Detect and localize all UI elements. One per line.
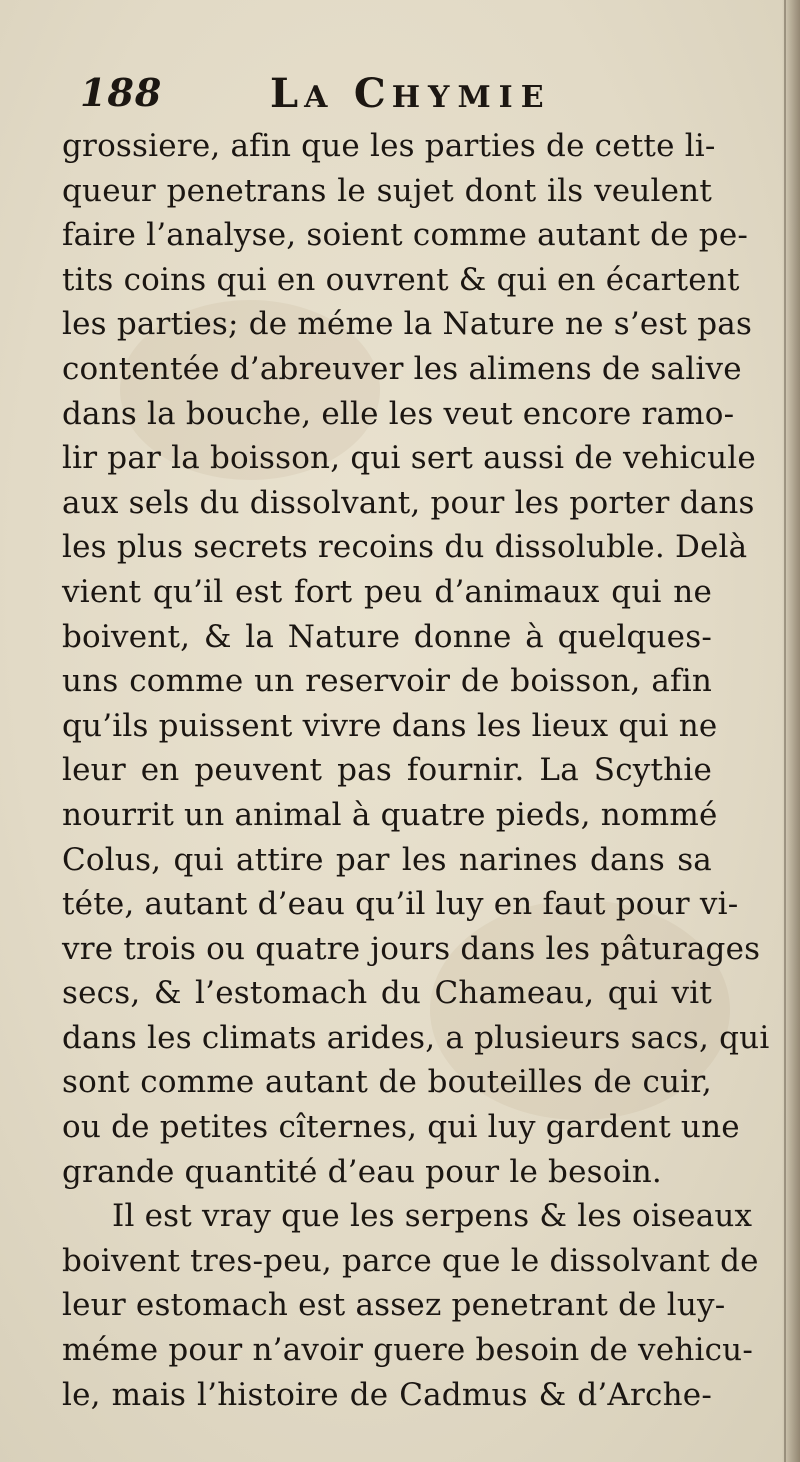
text-line: lir par la boisson, qui sert aussi de vehicule [62, 440, 756, 477]
running-title [270, 70, 552, 117]
text-line: tits coins qui en ouvrent & qui en écartent [62, 261, 740, 298]
text-line: dans les climats arides, a plusieurs sacs, qui [62, 1019, 770, 1056]
title-part: HYMIE [391, 80, 552, 115]
text-line: Colus, qui attire par les narines dans sa [62, 841, 712, 878]
text-line: uns comme un reservoir de boisson, afin [62, 663, 712, 700]
text-block [62, 124, 770, 1417]
text-line: sont comme autant de bouteilles de cuir, [62, 1064, 712, 1101]
text-line: les parties; de méme la Nature ne s’est pas [62, 306, 753, 343]
text-line: ou de petites cîternes, qui luy gardent une [62, 1109, 740, 1146]
text-line: contentée d’abreuver les alimens de salive [62, 350, 742, 387]
text-line: leur en peuvent pas fournir. La Scythie [62, 752, 712, 789]
text-line: dans la bouche, elle les veut encore ramo- [62, 395, 735, 432]
text-line: le, mais l’histoire de Cadmus & d’Arche- [62, 1376, 712, 1413]
text-line: boivent, & la Nature donne à quelques- [62, 618, 712, 655]
text-line: leur estomach est assez penetrant de luy- [62, 1287, 726, 1324]
text-line: faire l’analyse, soient comme autant de pe- [62, 217, 749, 254]
text-line: téte, autant d’eau qu’il luy en faut pour vi- [62, 886, 739, 923]
text-line: grossiere, afin que les parties de cette li- [62, 128, 716, 164]
text-line: les plus secrets recoins du dissoluble. Delà [62, 529, 748, 566]
text-line: vre trois ou quatre jours dans les pâturages [62, 930, 761, 967]
page-edge [784, 0, 786, 1462]
text-line: vient qu’il est fort peu d’animaux qui ne [62, 573, 712, 610]
text-line: méme pour n’avoir guere besoin de vehicu- [62, 1332, 754, 1369]
text-line: secs, & l’estomach du Chameau, qui vit [62, 975, 712, 1012]
title-initial: L [270, 70, 305, 117]
text-line: grande quantité d’eau pour le besoin. [62, 1153, 662, 1190]
text-line: boivent tres-peu, parce que le dissolvant de [62, 1242, 759, 1279]
text-line: nourrit un animal à quatre pieds, nommé [62, 796, 718, 833]
title-part: A [304, 80, 354, 115]
text-line: qu’ils puissent vivre dans les lieux qui ne [62, 707, 718, 744]
page-header [80, 70, 720, 130]
paragraph-start-line: Il est vray que les serpens & les oiseaux [112, 1198, 753, 1235]
title-initial: C [353, 70, 392, 117]
text-line: aux sels du dissolvant, pour les porter dans [62, 484, 755, 521]
page-number: 188 [80, 70, 163, 115]
text-line: queur penetrans le sujet dont ils veulent [62, 172, 712, 209]
